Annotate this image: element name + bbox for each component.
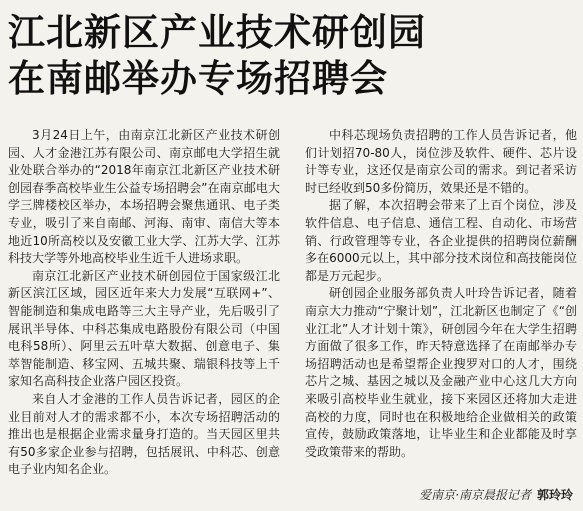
paragraph: 研创园企业服务部负责人叶玲告诉记者，随着南京大力推动“宁聚计划”，江北新区也制定了《“创业江北”人才计划十策》，研创园今年在大学生招聘方面做了很多工作，昨天特意选择了在南邮举办专场招聘活动也是希望帮企业搜罗对口的人才，围绕芯片之城、基因之城以及金融产业中心这几大方向来吸引高校毕业生就业，接下来园区还将加大走进高校的力度，同时也在积极地给企业做相关的政策宣传，鼓励政策落地，让毕业生和企业都能及时享受政策带来的帮助。 — [305, 286, 577, 459]
paragraph: 3月24日上午，由南京江北新区产业技术研创园、人才金港江苏有限公司、南京邮电大学招生就业处联合举办的“2018年南京江北新区产业技术研创园春季高校毕业生公益专场招聘会”在南京邮电大学三牌楼校区举办，本场招聘会聚焦通讯、电子类专业，吸引了来自南邮、河海、南审、南信大等本地近10所高校以及安徽工业大学、江苏大学、江苏科技大学等外地高校毕业生近千人进场求职。 — [8, 128, 280, 266]
headline-line-2: 在南邮举办专场招聘会 — [8, 57, 388, 100]
paragraph: 来自人才金港的工作人员告诉记者，园区的企业目前对人才的需求都不小，本次专场招聘活动的推出也是根据企业需求量身打造的。当天园区里共有50多家企业参与招聘，包括展讯、中科芯、创意电子业内知名企业。 — [8, 391, 280, 477]
paragraph: 中科芯现场负责招聘的工作人员告诉记者，他们计划招70-80人，岗位涉及软件、硬件、芯片设计等专业，这还仅是南京公司的需求。到记者采访时已经收到50多份简历，效果还是不错的。 — [305, 128, 577, 195]
byline — [419, 486, 573, 503]
headline-line-1: 江北新区产业技术研创园 — [8, 11, 426, 54]
right-column — [305, 127, 577, 461]
paragraph: 据了解，本次招聘会带来了上百个岗位，涉及软件信息、电子信息、通信工程、自动化、市场营销、行政管理等专业，各企业提供的招聘岗位薪酬多在6000元以上，其中部分技术岗位和高技能岗位都是万元起步。 — [305, 198, 577, 283]
byline-author: 郭玲玲 — [536, 488, 573, 502]
byline-source: 爱南京·南京晨报记者 — [419, 488, 531, 502]
headline — [8, 10, 578, 102]
left-column — [8, 127, 280, 479]
paragraph: 南京江北新区产业技术研创园位于国家级江北新区滨江区域，园区近年来大力发展“互联网+”、智能制造和集成电路等三大主导产业，先后吸引了展讯半导体、中科芯集成电路股份有限公司（中国电科58所）、阿里云五叶草大数据、创意电子、集萃智能制造、移宝网、五城共聚、瑞银科技等上千家知名高科技企业落户园区投资。 — [8, 268, 280, 389]
